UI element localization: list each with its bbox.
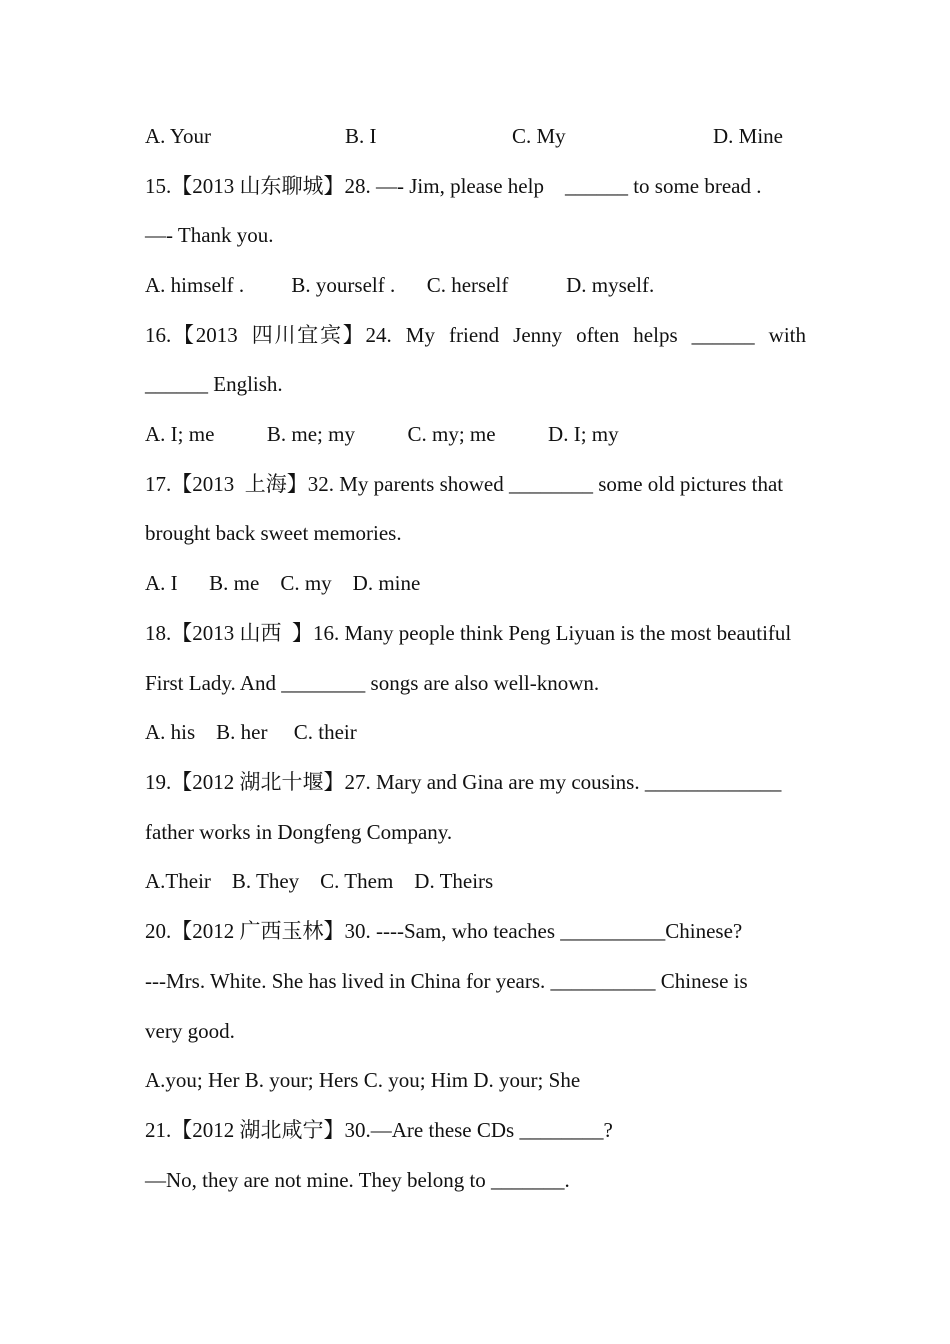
question-17-text: 17.【2013 上海】32. My parents showed ________ some old pictures that	[145, 472, 784, 496]
question-15-text: 15.【2013 山东聊城】28. —- Jim, please help ______ to some bread .	[145, 174, 762, 198]
question-18-options: A. his B. her C. their	[145, 720, 357, 744]
question-20-reply-cont: very good.	[145, 1019, 235, 1043]
question-21-text: 21.【2012 湖北咸宁】30.—Are these CDs ________?	[145, 1118, 613, 1142]
option-c: C. My	[512, 124, 566, 148]
question-20-options: A.you; Her B. your; Hers C. you; Him D. your; She	[145, 1068, 581, 1092]
question-20-reply: ---Mrs. White. She has lived in China for years. __________ Chinese is	[145, 969, 748, 993]
question-19-options: A.Their B. They C. Them D. Theirs	[145, 869, 494, 893]
question-19-text-cont: father works in Dongfeng Company.	[145, 820, 453, 844]
question-16-text-cont: ______ English.	[145, 372, 283, 396]
question-15-reply: —- Thank you.	[145, 223, 274, 247]
question-21-reply: —No, they are not mine. They belong to _______.	[145, 1168, 570, 1192]
question-16-options: A. I; me B. me; my C. my; me D. I; my	[145, 422, 619, 446]
question-17-text-cont: brought back sweet memories.	[145, 521, 402, 545]
question-18-text: 18.【2013 山西 】16. Many people think Peng Liyuan is the most beautiful	[145, 621, 792, 645]
option-d: D. Mine	[713, 124, 783, 148]
question-15-options: A. himself . B. yourself . C. herself D. myself.	[145, 273, 655, 297]
question-16-text: 16.【2013 四川宜宾】24. My friend Jenny often helps ______ with	[145, 323, 806, 347]
question-17-options: A. I B. me C. my D. mine	[145, 571, 421, 595]
option-b: B. I	[345, 124, 377, 148]
question-18-text-cont: First Lady. And ________ songs are also well-known.	[145, 671, 600, 695]
question-20-text: 20.【2012 广西玉林】30. ----Sam, who teaches __________Chinese?	[145, 919, 743, 943]
option-a: A. Your	[145, 124, 211, 148]
question-19-text: 19.【2012 湖北十堰】27. Mary and Gina are my cousins. _____________	[145, 770, 782, 794]
